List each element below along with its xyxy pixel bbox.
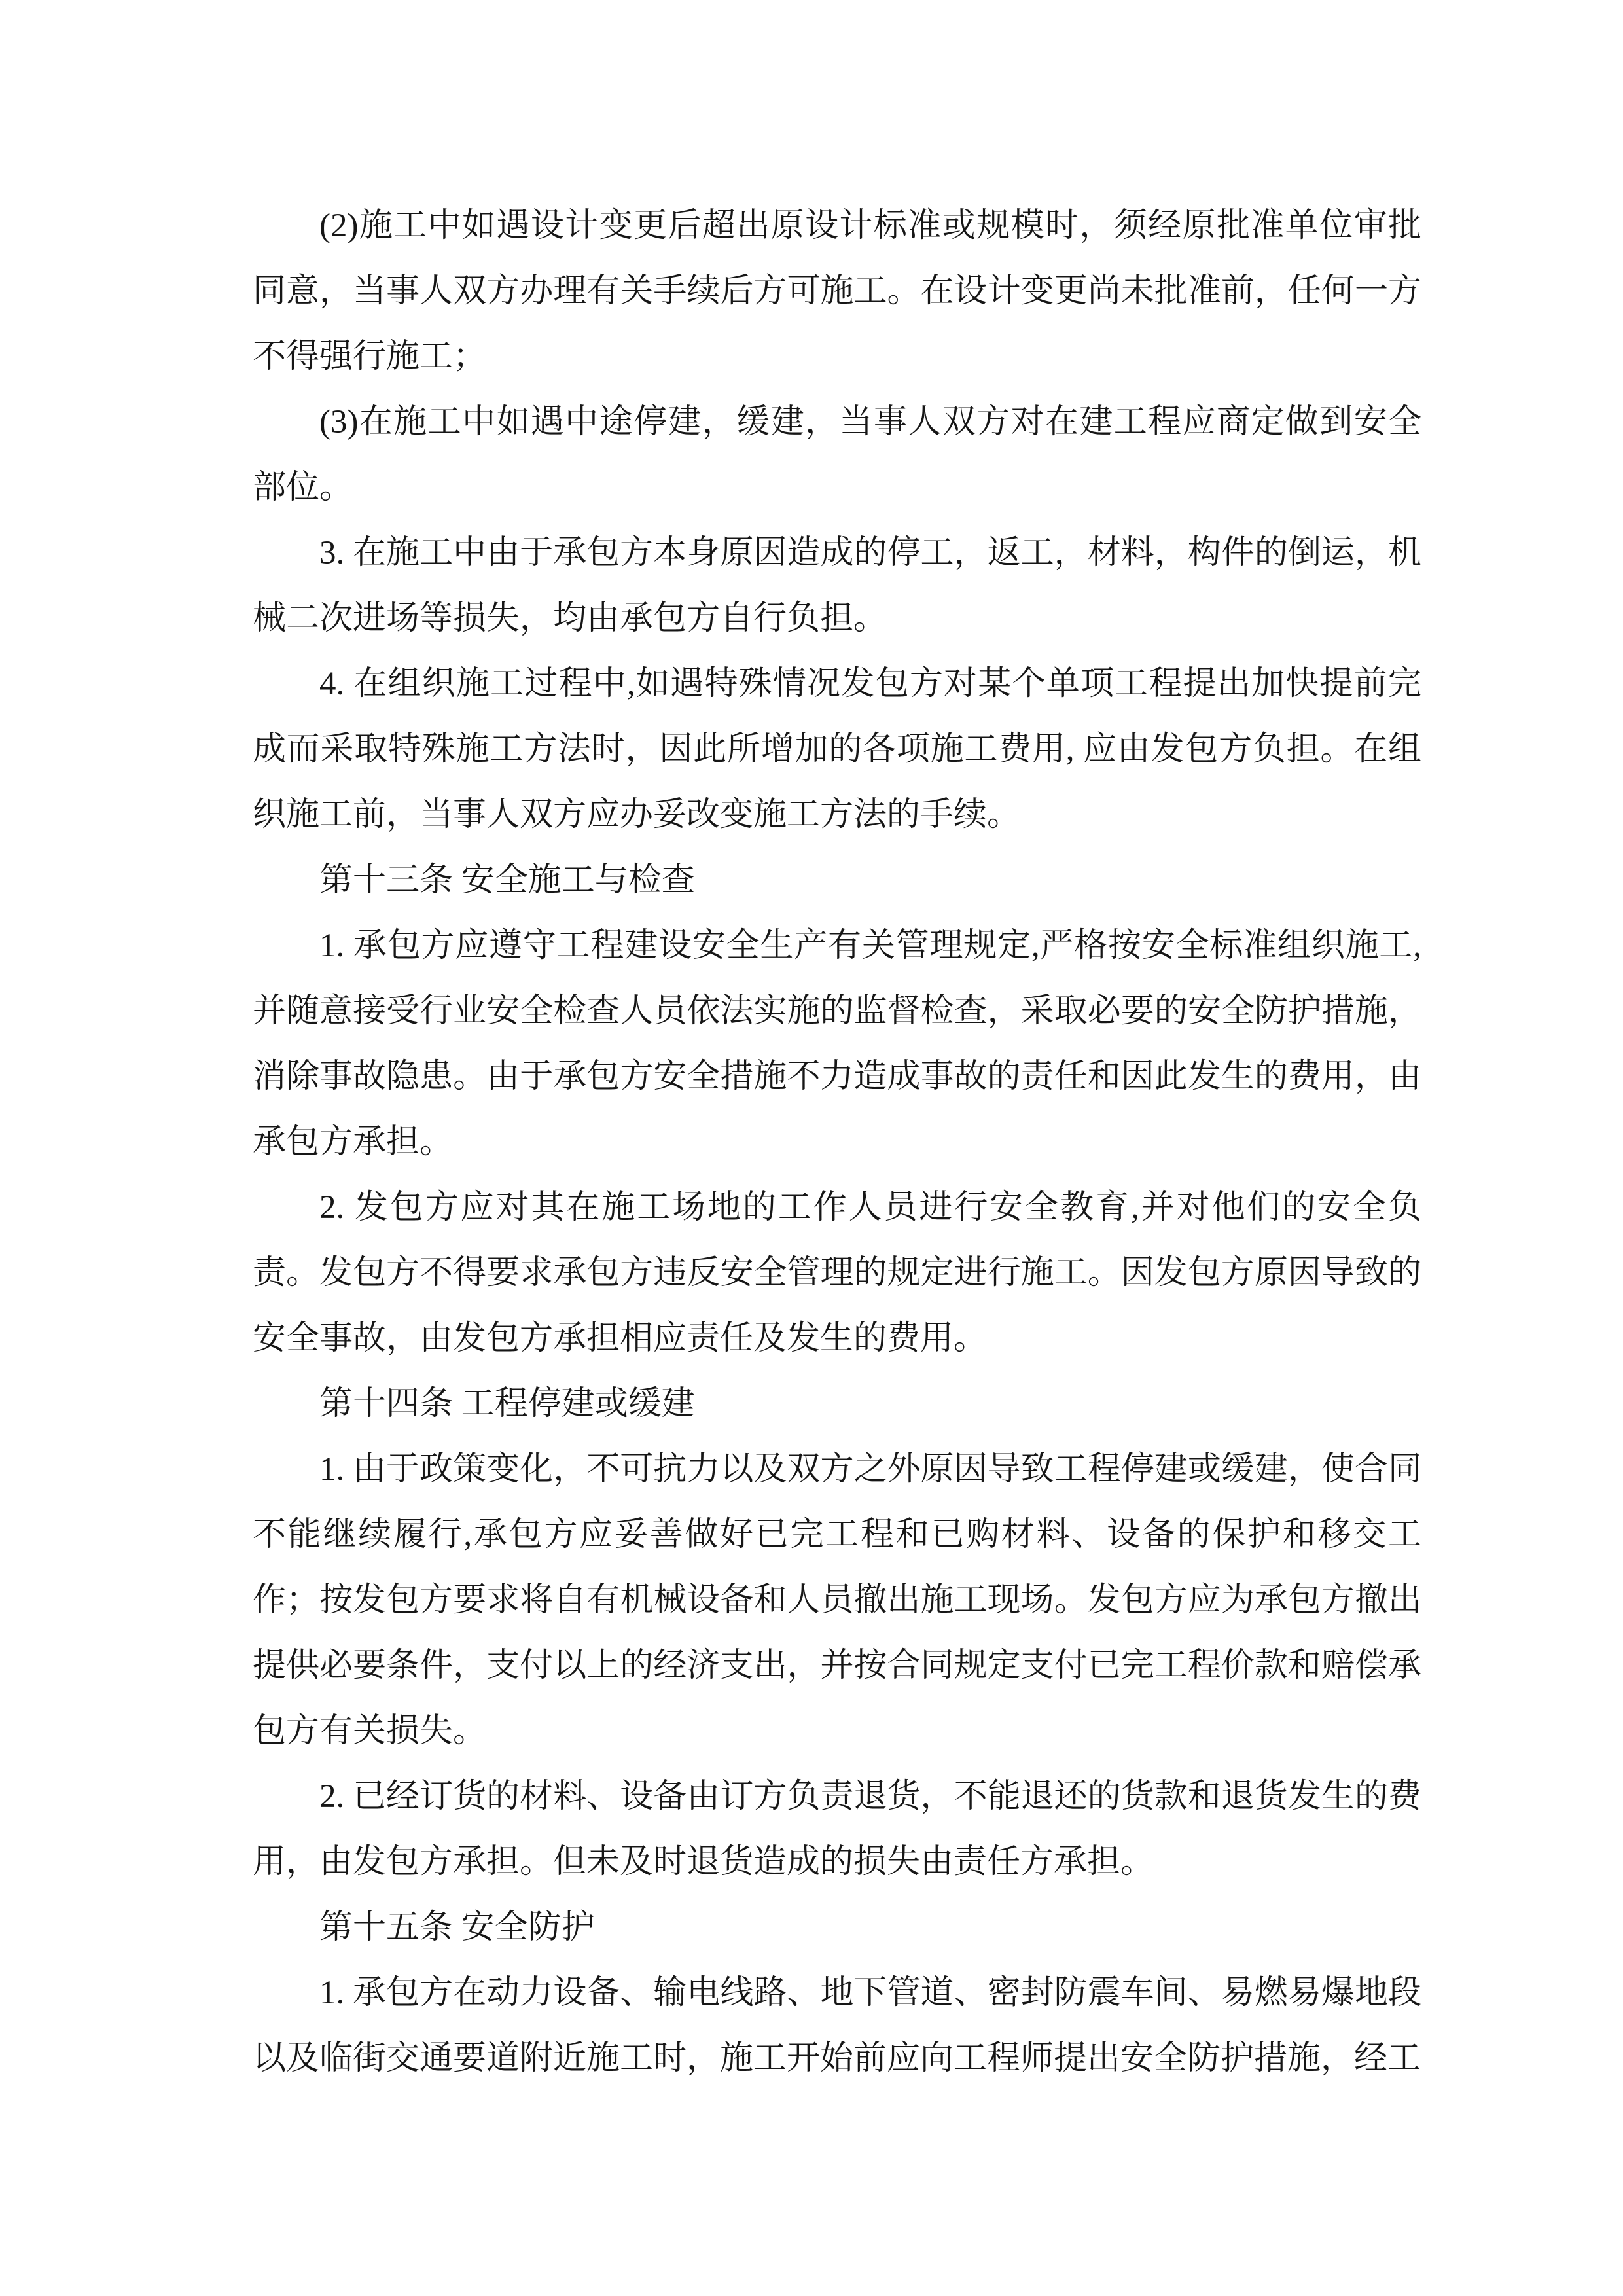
paragraph: 1. 承包方应遵守工程建设安全生产有关管理规定,严格按安全标准组织施工,并随意接受行业安全检查人员依法实施的监督检查，采取必要的安全防护措施，消除事故隐患。由于承包方安全措施不力造成事故的责任和因此发生的费用，由承包方承担。 xyxy=(253,927,1421,1160)
paragraph: (2)施工中如遇设计变更后超出原设计标准或规模时，须经原批准单位审批同意，当事人双方办理有关手续后方可施工。在设计变更尚未批准前，任何一方不得强行施工； xyxy=(253,207,1421,375)
document-content xyxy=(253,193,1421,2091)
paragraph: 2. 已经订货的材料、设备由订方负责退货，不能退还的货款和退货发生的费用，由发包方承担。但未及时退货造成的损失由责任方承担。 xyxy=(253,1778,1421,1880)
paragraph: (3)在施工中如遇中途停建，缓建，当事人双方对在建工程应商定做到安全部位。 xyxy=(253,404,1421,506)
paragraph: 2. 发包方应对其在施工场地的工作人员进行安全教育,并对他们的安全负责。发包方不得要求承包方违反安全管理的规定进行施工。因发包方原因导致的安全事故，由发包方承担相应责任及发生的费用。 xyxy=(253,1189,1421,1357)
paragraph: 4. 在组织施工过程中,如遇特殊情况发包方对某个单项工程提出加快提前完成而采取特殊施工方法时，因此所增加的各项施工费用, 应由发包方负担。在组织施工前，当事人双方应办妥改变施工方法的手续。 xyxy=(253,666,1421,833)
section-heading: 第十五条 安全防护 xyxy=(319,1909,595,1946)
paragraph: 1. 由于政策变化，不可抗力以及双方之外原因导致工程停建或缓建，使合同不能继续履行,承包方应妥善做好已完工程和已购材料、设备的保护和移交工作；按发包方要求将自有机械设备和人员撤出施工现场。发包方应为承包方撤出提供必要条件，支付以上的经济支出，并按合同规定支付已完工程价款和赔偿承包方有关损失。 xyxy=(253,1451,1421,1749)
section-heading: 第十四条 工程停建或缓建 xyxy=(319,1386,695,1422)
section-heading: 第十三条 安全施工与检查 xyxy=(319,862,695,899)
paragraph: 1. 承包方在动力设备、输电线路、地下管道、密封防震车间、易燃易爆地段以及临街交通要道附近施工时，施工开始前应向工程师提出安全防护措施，经工 xyxy=(253,1975,1421,2077)
paragraph: 3. 在施工中由于承包方本身原因造成的停工，返工，材料，构件的倒运，机械二次进场等损失，均由承包方自行负担。 xyxy=(253,535,1421,637)
